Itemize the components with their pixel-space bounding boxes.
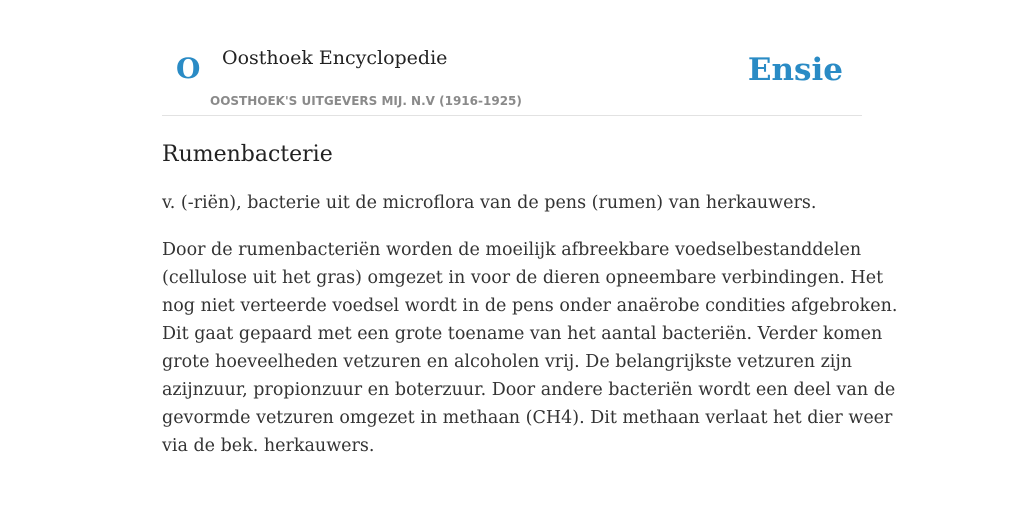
body-line: azijnzuur, propionzuur en boterzuur. Door andere bacteriën wordt een deel van de xyxy=(162,380,896,400)
article xyxy=(162,138,898,460)
article-definition: v. (-riën), bacterie uit de microflora van de pens (rumen) van herkauwers. xyxy=(162,193,817,213)
body-line: Dit gaat gepaard met een grote toename van het aantal bacteriën. Verder komen xyxy=(162,324,883,344)
body-line: via de bek. herkauwers. xyxy=(162,436,375,456)
article-body xyxy=(162,236,898,460)
logo-icon[interactable]: O xyxy=(176,52,201,85)
ensie-logo-link[interactable]: Ensie xyxy=(747,52,843,88)
body-line: nog niet verteerde voedsel wordt in de pens onder anaërobe condities afgebroken. xyxy=(162,296,898,316)
body-line: grote hoeveelheden vetzuren en alcoholen vrij. De belangrijkste vetzuren zijn xyxy=(162,352,853,372)
site-name-link[interactable]: Oosthoek Encyclopedie xyxy=(222,47,448,69)
body-line: gevormde vetzuren omgezet in methaan (CH4). Dit methaan verlaat het dier weer xyxy=(162,408,893,428)
body-line: (cellulose uit het gras) omgezet in voor de dieren opneembare verbindingen. Het xyxy=(162,268,884,288)
site-header xyxy=(162,0,862,116)
article-title: Rumenbacterie xyxy=(162,142,333,167)
publisher-label: OOSTHOEK'S UITGEVERS MIJ. N.V (1916-1925) xyxy=(210,94,522,108)
body-line: Door de rumenbacteriën worden de moeilijk afbreekbare voedselbestanddelen xyxy=(162,240,862,260)
